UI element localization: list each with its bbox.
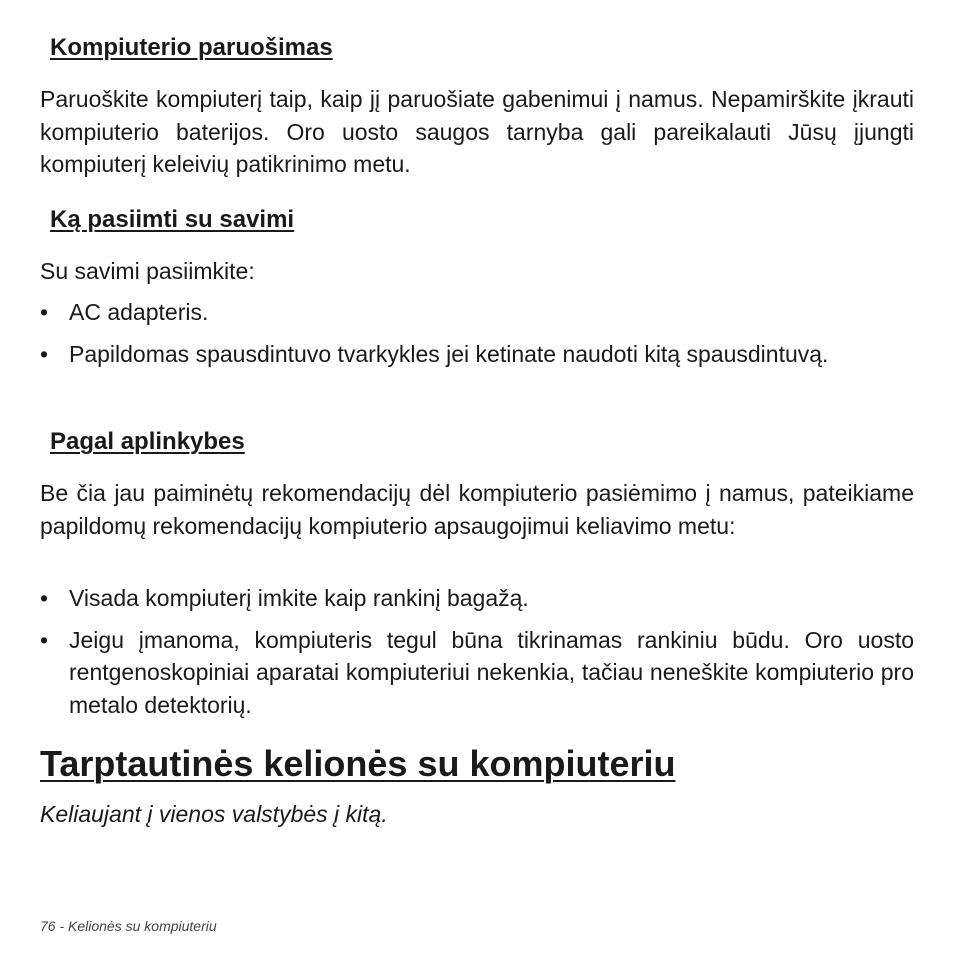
list-item (40, 338, 914, 371)
chapter-subtitle: Keliaujant į vienos valstybės į kitą. (40, 801, 388, 827)
page-footer: 76 - Kelionės su kompiuteriu (40, 918, 217, 934)
list-item-text: Jeigu įmanoma, kompiuteris tegul būna tikrinamas rankiniu būdu. Oro uosto rentgenoskopiniai aparatai kompiuteriui nekenkia, tačiau neneškite kompiuterio pro metalo detektorių. (69, 626, 914, 718)
what-to-bring-list (40, 296, 914, 379)
special-considerations-list (40, 582, 914, 730)
bullet-icon: • (40, 626, 49, 653)
list-item (40, 582, 914, 615)
list-item-text: Visada kompiuterį imkite kaip rankinį bagažą. (69, 585, 529, 611)
list-item (40, 296, 914, 329)
bullet-icon: • (40, 299, 49, 325)
section-heading-what-to-bring: Ką pasiimti su savimi (50, 206, 295, 233)
section-heading-preparing-computer: Kompiuterio paruošimas (50, 34, 333, 61)
list-item (40, 624, 914, 722)
chapter-title: Tarptautinės kelionės su kompiuteriu (40, 743, 676, 784)
special-considerations-paragraph: Be čia jau paiminėtų rekomendacijų dėl kompiuterio pasiėmimo į namus, pateikiame papildomų rekomendacijų kompiuterio apsaugojimui keliavimo metu: (40, 480, 914, 539)
what-to-bring-intro: Su savimi pasiimkite: (40, 258, 255, 284)
list-item-text: Papildomas spausdintuvo tvarkykles jei ketinate naudoti kitą spausdintuvą. (69, 340, 829, 367)
bullet-icon: • (40, 340, 49, 367)
preparing-computer-paragraph: Paruoškite kompiuterį taip, kaip jį paruošiate gabenimui į namus. Nepamirškite įkrauti kompiuterio baterijos. Oro uosto saugos tarnyba gali pareikalauti Jūsų įjungti kompiuterį keleivių patikrinimo metu. (40, 86, 914, 177)
list-item-text: AC adapteris. (69, 299, 209, 325)
bullet-icon: • (40, 585, 49, 611)
section-heading-special-considerations: Pagal aplinkybes (50, 428, 245, 455)
